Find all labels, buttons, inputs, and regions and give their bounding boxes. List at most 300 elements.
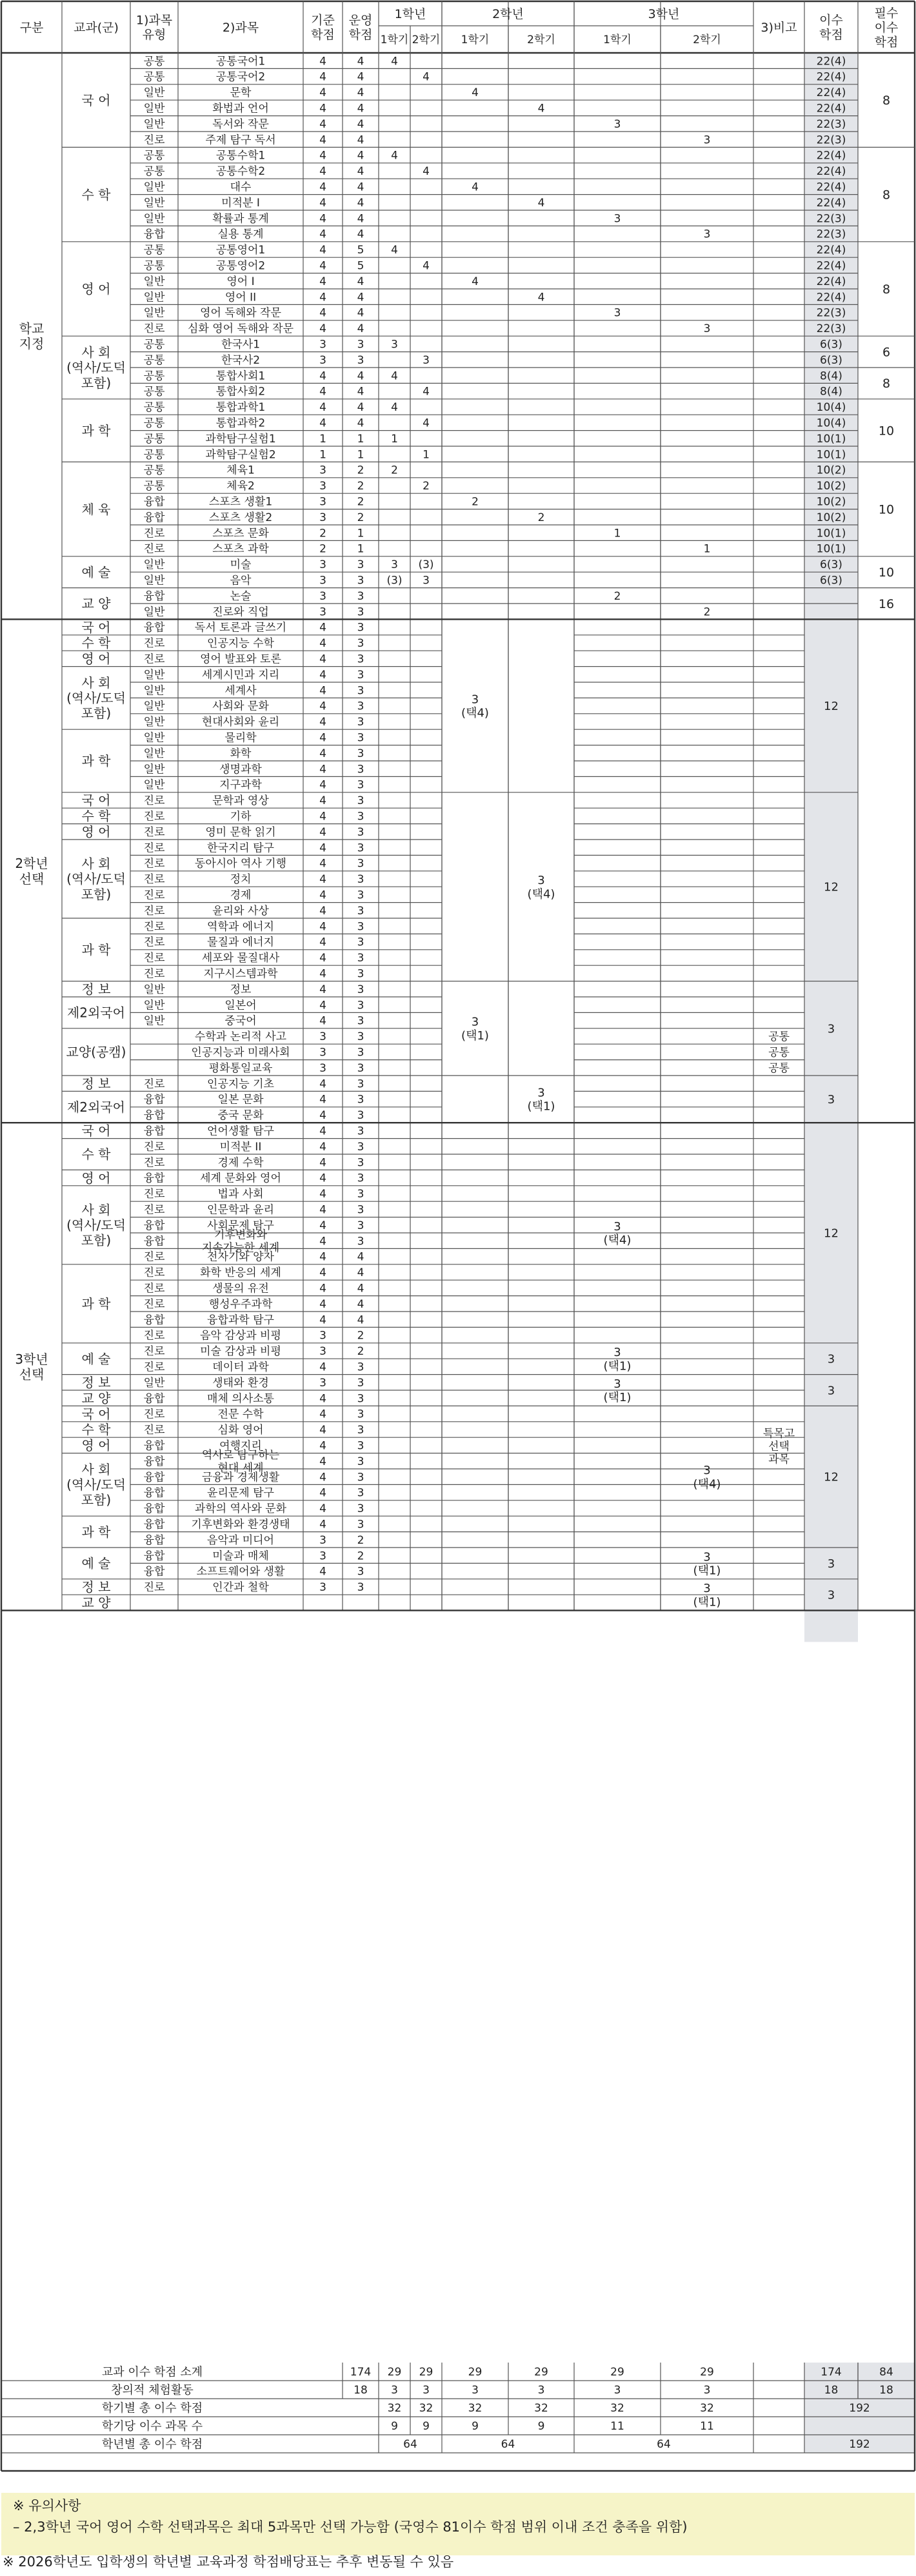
row-base-credit: 1 xyxy=(319,432,326,446)
header-area: 구분 xyxy=(19,20,44,35)
row-op-credit: 4 xyxy=(357,275,364,288)
row-subject: 실용 통계 xyxy=(217,228,264,241)
row-subject: 금융과 경제생활 xyxy=(201,1471,280,1484)
row-semester-credit: 4 xyxy=(423,385,430,398)
row-earned: 10(4) xyxy=(816,401,846,415)
row-op-credit: 3 xyxy=(357,810,364,823)
row-subject: 한국사1 xyxy=(221,338,261,351)
row-type: 공통 xyxy=(143,259,165,273)
row-subject: 스포츠 문화 xyxy=(212,527,269,540)
row-base-credit: 3 xyxy=(319,1581,326,1595)
row-earned: 22(4) xyxy=(816,259,846,273)
row-subject: 공통영어1 xyxy=(215,244,266,257)
header-op-credit: 운영 학점 xyxy=(348,13,373,43)
row-op-credit: 1 xyxy=(357,542,364,556)
row-earned: 10(2) xyxy=(816,511,846,524)
summary-earned: 192 xyxy=(849,2402,870,2415)
group-label-culture-common: 교양(공캠) xyxy=(66,1044,126,1060)
header-semester: 2학기 xyxy=(527,34,555,47)
summary-label: 창의적 체험활동 xyxy=(111,2383,194,2397)
row-type: 공통 xyxy=(143,432,165,446)
row-base-credit: 1 xyxy=(319,448,326,462)
row-semester-credit: 3 xyxy=(703,133,711,147)
group-label-arts: 예 술 xyxy=(81,1555,111,1571)
row-base-credit: 4 xyxy=(319,904,326,918)
row-op-credit: 3 xyxy=(357,952,364,965)
required-credit: 16 xyxy=(878,596,895,611)
row-op-credit: 3 xyxy=(357,1408,364,1421)
row-semester-credit: 3 xyxy=(391,338,398,351)
row-semester-credit: 2 xyxy=(537,511,545,524)
row-base-credit: 4 xyxy=(319,653,326,666)
row-subject: 미술 감상과 비평 xyxy=(200,1345,281,1359)
row-base-credit: 4 xyxy=(319,401,326,415)
row-op-credit: 3 xyxy=(357,1093,364,1106)
notice-item: – 2,3학년 국어 영어 수학 선택과목은 최대 5과목만 선택 가능함 (국영수 81이수 학점 범위 이내 조건 충족을 위함) xyxy=(13,2519,688,2535)
required-credit: 10 xyxy=(878,424,895,438)
row-semester-credit: 4 xyxy=(423,259,430,273)
row-base-credit: 3 xyxy=(319,353,326,367)
row-type: 일반 xyxy=(143,763,165,776)
row-type: 공통 xyxy=(143,55,165,68)
row-op-credit: 3 xyxy=(357,1140,364,1154)
row-type: 진로 xyxy=(143,841,165,855)
row-type: 공통 xyxy=(143,448,165,462)
row-type: 진로 xyxy=(143,1156,165,1170)
row-base-credit: 4 xyxy=(319,983,326,996)
row-subject: 영어 II xyxy=(224,291,257,304)
row-type: 진로 xyxy=(143,542,165,556)
earned-merged-credit: 3 xyxy=(827,1588,835,1602)
row-semester-credit: 4 xyxy=(423,70,430,84)
row-op-credit: 4 xyxy=(357,1266,364,1280)
row-op-credit: 3 xyxy=(357,1565,364,1578)
row-type: 일반 xyxy=(143,605,165,619)
row-base-credit: 4 xyxy=(319,1125,326,1138)
header-semester: 1학기 xyxy=(603,34,632,47)
row-op-credit: 3 xyxy=(357,1030,364,1044)
row-type: 공통 xyxy=(143,385,165,398)
summary-value: 29 xyxy=(387,2366,402,2379)
row-subject: 언어생활 탐구 xyxy=(207,1125,274,1138)
row-subject: 스포츠 생활1 xyxy=(208,495,273,509)
row-subject: 화법과 언어 xyxy=(212,102,269,115)
row-base-credit: 4 xyxy=(319,999,326,1012)
row-subject: 기후변화와 환경생태 xyxy=(191,1518,290,1531)
summary-required: 84 xyxy=(879,2366,893,2379)
row-type: 융합 xyxy=(143,1109,165,1123)
row-semester-credit: 1 xyxy=(391,432,398,446)
summary-value: 64 xyxy=(403,2438,417,2452)
row-op-credit: 1 xyxy=(357,527,364,540)
row-base-credit: 4 xyxy=(319,841,326,855)
row-type: 공통 xyxy=(143,353,165,367)
group-label-social: 사 회 (역사/도덕 포함) xyxy=(66,675,126,722)
summary-value: 32 xyxy=(534,2402,548,2415)
summary-value: 3 xyxy=(391,2384,398,2397)
row-type: 융합 xyxy=(143,621,165,634)
row-subject: 화학 xyxy=(230,747,252,760)
row-type: 일반 xyxy=(143,196,165,210)
row-base-credit: 4 xyxy=(319,196,326,210)
row-base-credit: 4 xyxy=(319,1188,326,1201)
group-label-social: 사 회 (역사/도덕 포함) xyxy=(66,1462,126,1508)
row-op-credit: 3 xyxy=(357,1125,364,1138)
summary-value: 32 xyxy=(610,2402,624,2415)
row-type: 일반 xyxy=(143,212,165,226)
row-op-credit: 3 xyxy=(357,605,364,619)
row-type: 진로 xyxy=(143,825,165,839)
row-op-credit: 4 xyxy=(357,401,364,415)
section-label: 학교 지정 xyxy=(19,320,45,352)
row-type: 진로 xyxy=(143,1408,165,1421)
header-year3: 3학년 xyxy=(648,6,680,21)
group-label-info: 정 보 xyxy=(81,981,111,997)
row-base-credit: 4 xyxy=(319,1361,326,1374)
row-base-credit: 4 xyxy=(319,967,326,981)
row-subject: 심화 영어 독해와 작문 xyxy=(187,322,294,336)
row-subject: 중국어 xyxy=(224,1014,257,1028)
row-op-credit: 4 xyxy=(357,86,364,100)
row-base-credit: 4 xyxy=(319,889,326,902)
row-base-credit: 4 xyxy=(319,637,326,651)
row-subject: 통합사회2 xyxy=(215,385,266,398)
row-op-credit: 5 xyxy=(357,244,364,257)
row-type: 융합 xyxy=(143,1093,165,1106)
row-subject: 세계사 xyxy=(224,684,257,698)
header-note: 3)비고 xyxy=(761,20,797,35)
summary-value: 32 xyxy=(419,2402,433,2415)
row-earned: 10(2) xyxy=(816,464,846,477)
earned-merged-credit: 3 xyxy=(827,1557,835,1571)
row-semester-credit: 3 xyxy=(703,228,711,241)
row-base-credit: 4 xyxy=(319,306,326,320)
row-subject: 영어 독해와 작문 xyxy=(200,306,281,320)
row-op-credit: 2 xyxy=(357,480,364,493)
row-type: 진로 xyxy=(143,1266,165,1280)
row-type: 융합 xyxy=(143,1235,165,1248)
row-base-credit: 4 xyxy=(319,1235,326,1248)
row-type: 융합 xyxy=(143,1533,165,1547)
row-earned: 22(3) xyxy=(816,322,846,336)
row-note: 공통 xyxy=(768,1046,790,1059)
row-base-credit: 4 xyxy=(319,1502,326,1516)
row-base-credit: 4 xyxy=(319,1077,326,1091)
row-type: 진로 xyxy=(143,1140,165,1154)
row-semester-credit: (3) xyxy=(386,574,403,587)
row-type: 융합 xyxy=(143,1313,165,1327)
row-semester-credit: 4 xyxy=(391,401,398,415)
row-earned: 22(4) xyxy=(816,196,846,210)
row-type: 융합 xyxy=(143,1125,165,1138)
row-type: 융합 xyxy=(143,511,165,524)
row-type: 공통 xyxy=(143,165,165,179)
row-base-credit: 4 xyxy=(319,1156,326,1170)
earned-merged-credit: 3 xyxy=(827,1093,835,1107)
earned-merged-credit: 3 xyxy=(827,1022,835,1036)
row-subject: 역학과 에너지 xyxy=(207,920,274,934)
group-label-english: 영 어 xyxy=(81,824,111,840)
row-subject: 정치 xyxy=(230,873,252,887)
row-type: 일반 xyxy=(143,102,165,115)
row-semester-credit: 2 xyxy=(391,464,398,477)
row-earned: 10(2) xyxy=(816,495,846,509)
row-subject: 미적분 II xyxy=(219,1140,262,1154)
row-earned: 22(3) xyxy=(816,228,846,241)
row-note: 공통 xyxy=(768,1061,790,1075)
required-credit: 8 xyxy=(882,377,891,391)
row-subject: 지구시스템과학 xyxy=(203,967,278,981)
row-base-credit: 4 xyxy=(319,1109,326,1123)
row-op-credit: 3 xyxy=(357,857,364,870)
elective-choice-label: 3 (택4) xyxy=(527,874,555,901)
summary-value: 9 xyxy=(423,2420,430,2433)
row-type: 일반 xyxy=(143,716,165,729)
group-label-english: 영 어 xyxy=(81,281,111,297)
row-base-credit: 4 xyxy=(319,385,326,398)
row-earned: 22(4) xyxy=(816,181,846,194)
row-base-credit: 4 xyxy=(319,920,326,934)
section-label: 3학년 선택 xyxy=(15,1351,48,1382)
row-semester-credit: 3 xyxy=(613,117,621,131)
row-base-credit: 3 xyxy=(319,495,326,509)
row-earned: 10(4) xyxy=(816,417,846,430)
row-subject: 인공지능과 미래사회 xyxy=(191,1046,290,1059)
row-subject: 여행지리 xyxy=(219,1439,262,1453)
row-type: 진로 xyxy=(143,1282,165,1295)
group-label-english: 영 어 xyxy=(81,1437,111,1453)
summary-value: 3 xyxy=(537,2384,545,2397)
group-label-math: 수 학 xyxy=(81,186,111,202)
row-base-credit: 3 xyxy=(319,1376,326,1390)
row-subject: 독서와 작문 xyxy=(212,117,269,131)
summary-value: 64 xyxy=(501,2438,515,2452)
row-subject: 물리학 xyxy=(224,731,257,745)
row-op-credit: 3 xyxy=(357,1486,364,1500)
row-subject: 생태와 환경 xyxy=(212,1376,269,1390)
row-earned: 22(4) xyxy=(816,291,846,304)
row-subject: 기하 xyxy=(230,810,252,823)
group-label-science: 과 학 xyxy=(81,1524,111,1540)
row-type: 진로 xyxy=(143,1424,165,1437)
row-subject: 수학과 논리적 사고 xyxy=(194,1030,287,1044)
row-type: 융합 xyxy=(143,1219,165,1232)
group-label-info: 정 보 xyxy=(81,1076,111,1092)
elective-choice-label: 3 (택1) xyxy=(461,1015,489,1043)
row-base-credit: 4 xyxy=(319,731,326,745)
row-subject: 물질과 에너지 xyxy=(207,936,274,949)
group-label-korean: 국 어 xyxy=(81,92,111,108)
header-base-credit: 기준 학점 xyxy=(311,13,335,43)
row-type: 융합 xyxy=(143,1486,165,1500)
row-base-credit: 3 xyxy=(319,1549,326,1563)
row-note: 특목고 선택 과목 xyxy=(762,1427,795,1466)
row-type: 일반 xyxy=(143,1376,165,1390)
row-earned: 10(2) xyxy=(816,480,846,493)
row-base-credit: 4 xyxy=(319,1313,326,1327)
row-base-credit: 4 xyxy=(319,716,326,729)
row-op-credit: 3 xyxy=(357,983,364,996)
row-semester-credit: 4 xyxy=(472,86,479,100)
row-op-credit: 4 xyxy=(357,181,364,194)
row-op-credit: 3 xyxy=(357,1077,364,1091)
row-base-credit: 3 xyxy=(319,605,326,619)
row-op-credit: 2 xyxy=(357,495,364,509)
row-type: 일반 xyxy=(143,700,165,713)
row-op-credit: 3 xyxy=(357,967,364,981)
row-earned: 22(3) xyxy=(816,133,846,147)
summary-earned: 174 xyxy=(821,2366,842,2379)
row-subject: 동아시아 역사 기행 xyxy=(194,857,287,870)
summary-value: 18 xyxy=(353,2384,368,2397)
summary-value: 174 xyxy=(350,2366,372,2379)
row-op-credit: 3 xyxy=(357,841,364,855)
row-type: 진로 xyxy=(143,904,165,918)
row-op-credit: 3 xyxy=(357,716,364,729)
row-base-credit: 4 xyxy=(319,149,326,162)
summary-value: 11 xyxy=(610,2420,624,2433)
row-type: 융합 xyxy=(143,1439,165,1453)
group-label-culture: 교 양 xyxy=(81,1595,111,1611)
row-type: 진로 xyxy=(143,873,165,887)
row-earned: 6(3) xyxy=(820,353,842,367)
row-base-credit: 4 xyxy=(319,873,326,887)
summary-value: 29 xyxy=(700,2366,714,2379)
group-label-info: 정 보 xyxy=(81,1579,111,1595)
row-op-credit: 4 xyxy=(357,1297,364,1311)
row-semester-credit: 2 xyxy=(613,589,621,603)
row-base-credit: 4 xyxy=(319,1140,326,1154)
row-type: 공통 xyxy=(143,369,165,383)
header-type: 1)과목 유형 xyxy=(135,13,173,43)
row-subject: 미적분 I xyxy=(221,196,260,210)
row-subject: 인간과 철학 xyxy=(212,1581,269,1595)
row-base-credit: 4 xyxy=(319,102,326,115)
row-earned: 22(4) xyxy=(816,102,846,115)
row-earned: 22(4) xyxy=(816,165,846,179)
row-type: 일반 xyxy=(143,747,165,760)
row-op-credit: 3 xyxy=(357,1172,364,1185)
group-label-culture: 교 양 xyxy=(81,596,111,612)
row-op-credit: 3 xyxy=(357,637,364,651)
row-type: 일반 xyxy=(143,275,165,288)
row-op-credit: 3 xyxy=(357,668,364,682)
row-subject: 미술과 매체 xyxy=(212,1549,269,1563)
row-subject: 매체 의사소통 xyxy=(207,1392,274,1406)
required-credit: 10 xyxy=(878,565,895,580)
row-op-credit: 3 xyxy=(357,1188,364,1201)
row-type: 일반 xyxy=(143,574,165,587)
row-subject: 생물의 유전 xyxy=(212,1282,269,1295)
row-base-credit: 4 xyxy=(319,228,326,241)
summary-earned: 192 xyxy=(849,2438,870,2452)
elective-choice-label: 3 (택4) xyxy=(461,693,489,720)
row-subject: 문학 xyxy=(230,86,252,100)
row-subject: 현대사회와 윤리 xyxy=(201,716,280,729)
row-type: 진로 xyxy=(143,1345,165,1359)
row-subject: 세포와 물질대사 xyxy=(201,952,280,965)
row-base-credit: 4 xyxy=(319,212,326,226)
row-op-credit: 3 xyxy=(357,1219,364,1232)
row-subject: 영미 문학 읽기 xyxy=(205,825,276,839)
row-base-credit: 4 xyxy=(319,275,326,288)
row-type: 융합 xyxy=(143,495,165,509)
row-op-credit: 3 xyxy=(357,653,364,666)
row-subject: 융합과학 탐구 xyxy=(207,1313,274,1327)
row-semester-credit: 4 xyxy=(537,196,545,210)
row-op-credit: 3 xyxy=(357,1203,364,1217)
row-type: 일반 xyxy=(143,86,165,100)
header-semester: 1학기 xyxy=(380,34,409,47)
row-base-credit: 4 xyxy=(319,1093,326,1106)
row-earned: 6(3) xyxy=(820,338,842,351)
row-subject: 생명과학 xyxy=(219,763,262,776)
row-semester-credit: 2 xyxy=(423,480,430,493)
row-op-credit: 2 xyxy=(357,1345,364,1359)
row-type: 진로 xyxy=(143,1329,165,1342)
row-base-credit: 4 xyxy=(319,1266,326,1280)
row-type: 진로 xyxy=(143,952,165,965)
row-op-credit: 3 xyxy=(357,1156,364,1170)
row-type: 진로 xyxy=(143,967,165,981)
row-base-credit: 4 xyxy=(319,1408,326,1421)
row-base-credit: 4 xyxy=(319,55,326,68)
row-earned: 8(4) xyxy=(820,385,842,398)
row-subject: 윤리문제 탐구 xyxy=(207,1486,274,1500)
row-semester-credit: 2 xyxy=(703,605,711,619)
row-op-credit: 3 xyxy=(357,700,364,713)
row-type: 진로 xyxy=(143,1361,165,1374)
row-type: 진로 xyxy=(143,1077,165,1091)
row-base-credit: 4 xyxy=(319,1518,326,1531)
row-op-credit: 3 xyxy=(357,794,364,808)
header-required: 필수 이수 학점 xyxy=(874,6,899,50)
row-type: 진로 xyxy=(143,1581,165,1595)
row-earned: 8(4) xyxy=(820,369,842,383)
group-label-science: 과 학 xyxy=(81,422,111,438)
row-subject: 지구과학 xyxy=(219,778,262,792)
summary-value: 29 xyxy=(610,2366,624,2379)
row-type: 공통 xyxy=(143,417,165,430)
row-subject: 정보 xyxy=(230,983,252,996)
row-type: 일반 xyxy=(143,1014,165,1028)
row-op-credit: 3 xyxy=(357,889,364,902)
row-op-credit: 3 xyxy=(357,1235,364,1248)
row-op-credit: 3 xyxy=(357,999,364,1012)
row-base-credit: 4 xyxy=(319,417,326,430)
row-subject: 음악 xyxy=(230,574,252,587)
row-base-credit: 4 xyxy=(319,1282,326,1295)
row-subject: 역사로 탐구하는 현대 세계 xyxy=(201,1448,280,1475)
row-op-credit: 3 xyxy=(357,873,364,887)
header-group: 교과(군) xyxy=(74,20,119,35)
row-type: 진로 xyxy=(143,857,165,870)
summary-value: 9 xyxy=(391,2420,398,2433)
row-type: 공통 xyxy=(143,401,165,415)
group-label-english: 영 어 xyxy=(81,1170,111,1186)
row-base-credit: 4 xyxy=(319,747,326,760)
row-base-credit: 3 xyxy=(319,558,326,572)
row-type: 일반 xyxy=(143,117,165,131)
row-type: 진로 xyxy=(143,133,165,147)
summary-value: 29 xyxy=(419,2366,433,2379)
group-label-korean: 국 어 xyxy=(81,1406,111,1422)
group-label-social: 사 회 (역사/도덕 포함) xyxy=(66,344,126,391)
row-op-credit: 2 xyxy=(357,511,364,524)
row-op-credit: 1 xyxy=(357,448,364,462)
row-subject: 과학탐구실험2 xyxy=(205,448,276,462)
row-base-credit: 4 xyxy=(319,763,326,776)
